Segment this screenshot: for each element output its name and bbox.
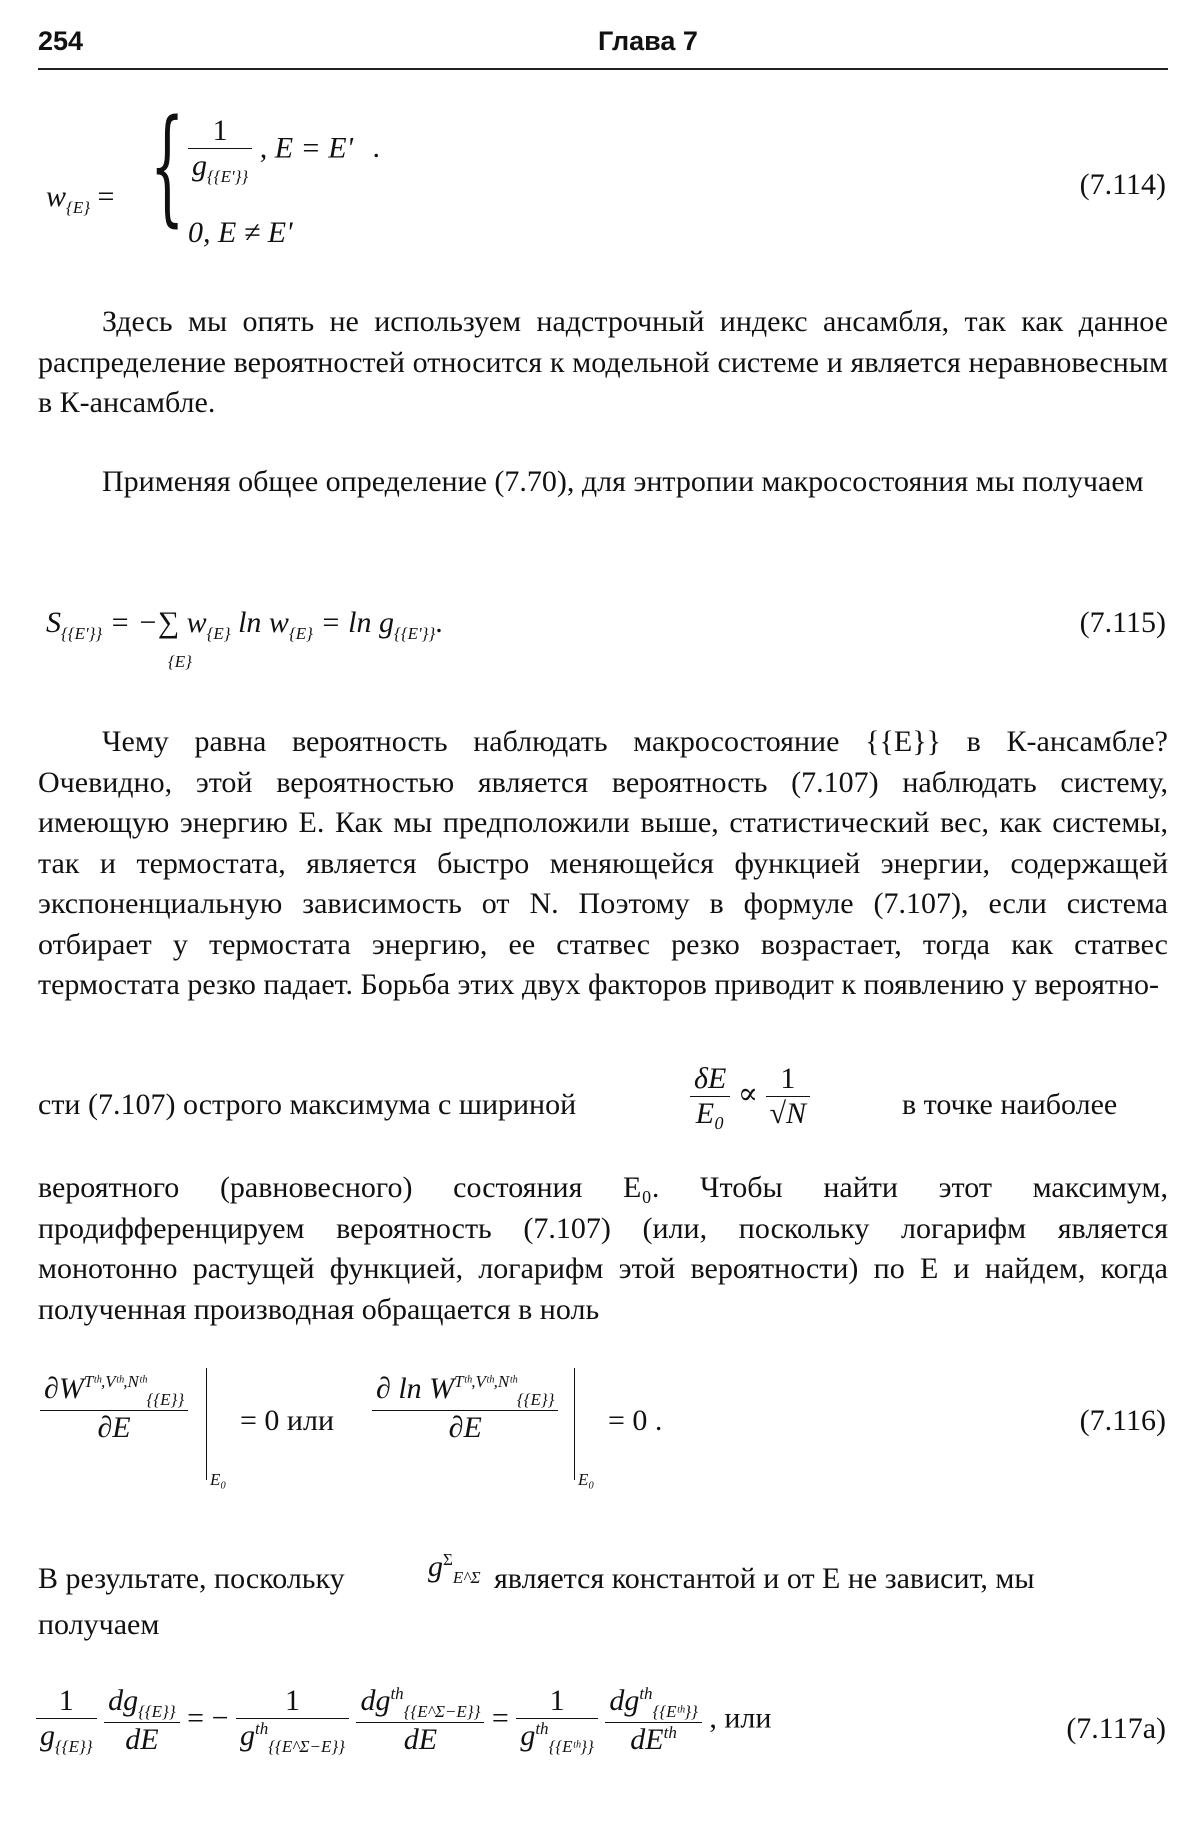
- derivative-1: [40, 1372, 188, 1445]
- evaluation-bar: [574, 1368, 575, 1480]
- derivative-2-denominator: ∂E: [448, 1411, 482, 1444]
- eq-7-115-expression: $S_{\{\{E'\}\}}$ = −∑ $w_{\{E\}}$ $\ln w_{\{E\}} = \ln g_{\{\{E'\}\}}$.: [46, 606, 443, 643]
- width-numerator: δE: [690, 1062, 730, 1097]
- equation-number: (7.114): [1079, 168, 1166, 201]
- paragraph-5-end: получаем: [38, 1608, 160, 1641]
- sum-index: {E}: [168, 652, 192, 671]
- chapter-title: Глава 7: [598, 26, 698, 56]
- left-brace: {: [150, 93, 185, 240]
- case1-denominator: $g_{\{\{E'\}\}}$: [192, 149, 249, 186]
- paragraph-5-mid: является константой и от E не зависит, мы: [494, 1562, 1035, 1595]
- width-numerator-2: 1: [766, 1062, 810, 1097]
- derivative-1-denominator: ∂E: [97, 1411, 131, 1444]
- eq-7-117a-expression: $\frac{1}{g_{\{\{E\}\}}}$ $\frac{dg_{\{\{E\}\}}}{dE}$ = − $\frac{1}{g^{th}_{\{\{E\^{}\Sigma-E\}\}}}$ $\frac{dg^{th}_{\{\{E\^{}\Sigma-E\}\}}}{dE}$ = $\frac{1}{g^{th}_{\{\{Eᵗʰ\}\}}}$ $\frac{dg^{th}_{\{\{Eᵗʰ\}\}}}{dE^{th}}$ , или: [36, 1684, 771, 1757]
- derivative-2-numerator: ∂ $\ln W^{Tᵗʰ,Vᵗʰ,Nᵗʰ}_{\{\{E\}\}}$: [372, 1372, 558, 1411]
- case-1: $\frac{1}{g_{\{\{E'\}\}}}$ , E = E' .: [188, 114, 380, 187]
- equation-number: (7.117a): [1066, 1712, 1166, 1745]
- equation-number: (7.116): [1079, 1404, 1166, 1437]
- evaluation-bar: [206, 1368, 207, 1480]
- paragraph-2: Применяя общее определение (7.70), для энтропии макросостояния мы получаем: [102, 465, 1144, 498]
- paragraph-4: вероятного (равновесного) состояния E₀. Чтобы найти этот максимум, продифференцируем вероятность (7.107) (или, поскольку логарифм является монотонно растущей функцией, логарифм этой вероятности) по E и найдем, когда полученная производная обращается в ноль: [38, 1171, 1168, 1326]
- width-formula: [690, 1062, 810, 1131]
- derivative-2: [372, 1372, 558, 1445]
- equation-number: (7.115): [1079, 606, 1166, 639]
- case-2: 0, E ≠ E': [188, 216, 293, 249]
- paragraph-5-start: В результате, поскольку: [38, 1562, 345, 1595]
- derivative-1-numerator: $\partial W^{Tᵗʰ,Vᵗʰ,Nᵗʰ}_{\{\{E\}\}}$: [40, 1372, 188, 1411]
- page-header: [38, 20, 1168, 70]
- line-start: сти (7.107) острого максимума с шириной: [38, 1088, 577, 1121]
- page-number: 254: [38, 26, 84, 56]
- proportional-symbol: ∝: [737, 1077, 759, 1111]
- case1-condition: , E = E': [259, 131, 354, 165]
- width-denominator: E₀: [695, 1097, 725, 1130]
- line-end: в точке наиболее: [902, 1088, 1118, 1121]
- evaluation-point: E₀: [578, 1470, 595, 1489]
- eq-lhs: $w_{\{E\}}$ =: [46, 180, 115, 217]
- paragraph-3: Чему равна вероятность наблюдать макросостояние {{E}} в К-ансамбле? Очевидно, этой вероятностью является вероятность (7.107) наблюдать систему, имеющую энергию E. Как мы предположили выше, статистический вес, как системы, так и термостата, является быстро меняющейся функцией энергии, содержащей экспоненциальную зависимость от N. Поэтому в формуле (7.107), если система отбирает у термостата энергию, ее статвес резко возрастает, тогда как статвес термостата резко падает. Борьба этих двух факторов приводит к появлению у вероятно-: [38, 725, 1168, 1001]
- evaluation-point: E₀: [210, 1470, 227, 1489]
- paragraph-1: Здесь мы опять не используем надстрочный индекс ансамбля, так как данное распределение вероятностей относится к модельной системе и является неравновесным в К-ансамбле.: [38, 305, 1168, 419]
- width-denominator-2: √N: [769, 1097, 807, 1130]
- equals-zero: = 0 .: [608, 1404, 663, 1437]
- g-sigma-symbol: $g^\Sigma_{E\^{}\Sigma}$: [428, 1550, 481, 1587]
- case1-numerator: 1: [188, 114, 252, 149]
- equals-zero-or: = 0 или: [240, 1404, 334, 1437]
